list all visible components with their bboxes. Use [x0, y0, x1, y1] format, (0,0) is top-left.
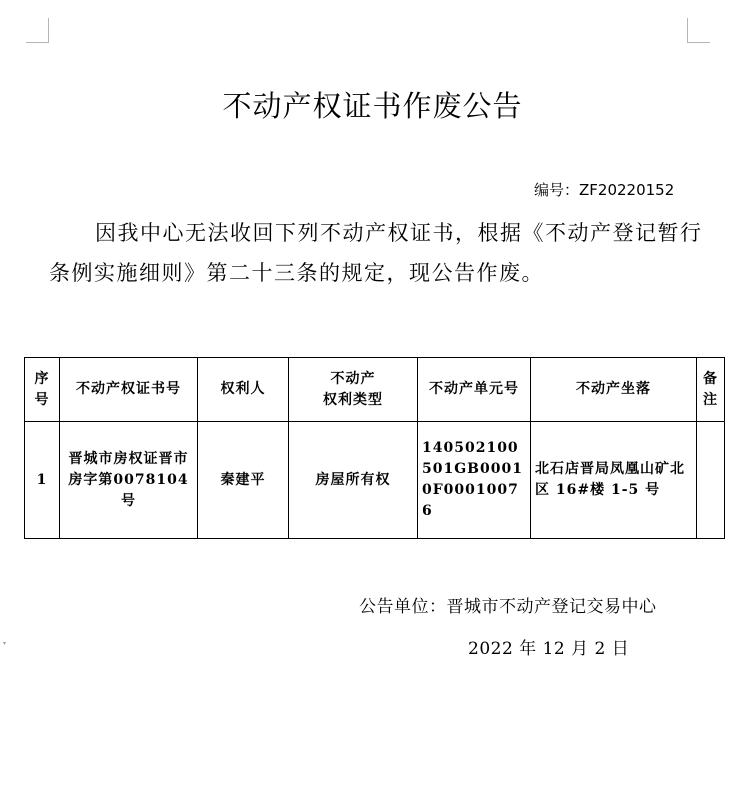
header-seq: [25, 358, 60, 422]
header-location: 不动产坐落: [531, 358, 697, 422]
crop-mark-top-left: [26, 18, 49, 43]
cell-holder: 秦建平: [198, 422, 289, 539]
page-title: 不动产权证书作废公告: [222, 89, 523, 123]
cell-seq: 1: [25, 422, 60, 539]
header-right-type-line2: 权利类型: [323, 391, 383, 408]
cell-right-type: 房屋所有权: [289, 422, 418, 539]
issuing-unit: 公告单位：晋城市不动产登记交易中心: [359, 597, 657, 617]
table-row: [25, 422, 725, 539]
header-seq-line2: 号: [34, 391, 50, 408]
notice-body: 因我中心无法收回下列不动产权证书，根据《不动产登记暂行条例实施细则》第二十三条的规定，现公告作废。: [49, 221, 703, 285]
cell-location: 北石店晋局凤凰山矿北区 16#楼 1-5 号: [531, 422, 697, 539]
cell-cert-no: 晋城市房权证晋市房字第0078104号: [60, 422, 198, 539]
document-number: 编号：ZF20220152: [534, 181, 675, 199]
header-seq-line1: 序: [34, 370, 50, 387]
void-certificate-table: [24, 357, 725, 539]
cell-unit-no: 140502100501GB00010F00010076: [418, 422, 531, 539]
issue-date: 2022 年 12 月 2 日: [468, 639, 630, 659]
header-remark-line2: 注: [703, 391, 718, 408]
header-unit-no: 不动产单元号: [418, 358, 531, 422]
header-remark: [697, 358, 725, 422]
header-right-type: [289, 358, 418, 422]
crop-mark-top-right: [687, 18, 710, 43]
header-remark-line1: 备: [703, 370, 718, 387]
side-marker: ▾: [3, 640, 7, 647]
table-header-row: [25, 358, 725, 422]
header-right-type-line1: 不动产: [330, 370, 376, 387]
header-holder: 权利人: [198, 358, 289, 422]
cell-remark: [697, 422, 725, 539]
header-cert-no: 不动产权证书号: [60, 358, 198, 422]
